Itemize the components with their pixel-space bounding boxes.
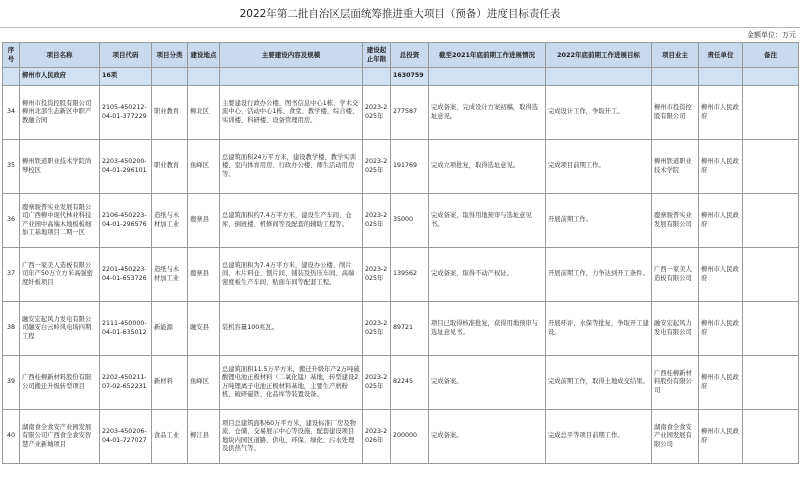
cell-name[interactable]: 广西桂柳新材料股份有限公司搬迁升级转型项目 [20, 356, 100, 410]
header-row [3, 43, 799, 68]
header-name[interactable]: 项目名称 [20, 43, 100, 68]
cell-progress[interactable]: 完成备案，取得不动产权证。 [429, 248, 546, 302]
cell-years[interactable]: 2023-2026年 [363, 410, 391, 464]
cell-content[interactable]: 装机容量100兆瓦。 [220, 302, 363, 356]
cell-no[interactable]: 35 [3, 140, 20, 194]
cell-owner[interactable]: 湖南食全食安产业园发展有限公司 [652, 410, 699, 464]
cell-progress[interactable]: 完成备案，完成设计方案初稿，取得选址意见。 [429, 86, 546, 140]
cell-invest[interactable]: 200000 [391, 410, 429, 464]
cell-category[interactable]: 食品工业 [152, 410, 188, 464]
header-target[interactable]: 2022年底前期工作进展目标 [546, 43, 652, 68]
header-progress[interactable]: 截至2021年底前期工作进展情况 [429, 43, 546, 68]
cell-progress[interactable]: 项目已取得核准批复，获得用地预审与选址意见书。 [429, 302, 546, 356]
cell-note[interactable] [743, 302, 799, 356]
cell-content[interactable]: 总建筑面积约7.4万平方米，建设生产车间、仓库、倒班楼、机修间等及配套的辅助工程等。 [220, 194, 363, 248]
cell-owner[interactable]: 鹿寨骏普实业发展有限公司 [652, 194, 699, 248]
cell-target[interactable]: 开展环评、水保等批复，争取开工建设。 [546, 302, 652, 356]
cell-name[interactable]: 鹿寨骏普实业发展有限公司广西柳中现代林业科技产业园中高端木地板板细加工基地项目二期一区 [20, 194, 100, 248]
header-years[interactable]: 建设起止年限 [363, 43, 391, 68]
cell-progress[interactable]: 完成备案，取得用地预审与选址意见书。 [429, 194, 546, 248]
cell-no[interactable]: 34 [3, 86, 20, 140]
cell-resp[interactable]: 柳州市人民政府 [699, 140, 743, 194]
summary-row [3, 68, 799, 86]
summary-count[interactable]: 16项 [100, 68, 152, 86]
cell-note[interactable] [743, 410, 799, 464]
cell-code[interactable]: 2203-450200-04-01-296101 [100, 140, 152, 194]
cell-progress[interactable]: 完成备案。 [429, 410, 546, 464]
cell-category[interactable]: 新能源 [152, 302, 188, 356]
cell-category[interactable]: 职业教育 [152, 86, 188, 140]
cell-code[interactable]: 2203-450206-04-01-727027 [100, 410, 152, 464]
table-row [3, 248, 799, 302]
cell-invest[interactable]: 277587 [391, 86, 429, 140]
header-invest[interactable]: 总投资 [391, 43, 429, 68]
cell-note[interactable] [743, 140, 799, 194]
cell-resp[interactable]: 柳州市人民政府 [699, 248, 743, 302]
header-note[interactable]: 备注 [743, 43, 799, 68]
cell-invest[interactable]: 82245 [391, 356, 429, 410]
cell-owner[interactable]: 广西一家美人造板有限公司 [652, 248, 699, 302]
cell-target[interactable]: 开展前期工作，力争达到开工条件。 [546, 248, 652, 302]
cell-owner[interactable]: 融安宏起风力发电有限公司 [652, 302, 699, 356]
summary-name[interactable]: 柳州市人民政府 [20, 68, 100, 86]
cell-no[interactable]: 39 [3, 356, 20, 410]
cell-content[interactable]: 总建筑面积为7.4万平方米，建设办公楼、削片间、木片料仓、刨片间、铺装及热压车间、高端密度板生产车间、贴面车间等配套工程。 [220, 248, 363, 302]
cell-category[interactable]: 造纸与木材加工业 [152, 194, 188, 248]
cell-code[interactable]: 2106-450223-04-01-296576 [100, 194, 152, 248]
table-row [3, 302, 799, 356]
header-category[interactable]: 项目分类 [152, 43, 188, 68]
header-no[interactable]: 序号 [3, 43, 20, 68]
header-resp[interactable]: 责任单位 [699, 43, 743, 68]
cell-years[interactable]: 2023-2025年 [363, 302, 391, 356]
table-row [3, 194, 799, 248]
cell-category[interactable]: 造纸与木材加工业 [152, 248, 188, 302]
header-location[interactable]: 建设地点 [188, 43, 220, 68]
cell-target[interactable]: 完成总平等项目前期工作。 [546, 410, 652, 464]
cell-owner[interactable]: 柳州市投资控股有限公司 [652, 86, 699, 140]
cell-resp[interactable]: 柳州市人民政府 [699, 356, 743, 410]
cell-name[interactable]: 柳州市投资控股有限公司柳州北部生态新区中职产教融合园 [20, 86, 100, 140]
cell-location[interactable]: 鱼峰区 [188, 140, 220, 194]
cell-no[interactable]: 38 [3, 302, 20, 356]
cell-code[interactable]: 2111-450000-04-01-635012 [100, 302, 152, 356]
cell-resp[interactable]: 柳州市人民政府 [699, 86, 743, 140]
cell-note[interactable] [743, 356, 799, 410]
cell-resp[interactable]: 柳州市人民政府 [699, 194, 743, 248]
cell-location[interactable]: 鱼峰区 [188, 356, 220, 410]
header-code[interactable]: 项目代码 [100, 43, 152, 68]
cell-resp[interactable]: 柳州市人民政府 [699, 302, 743, 356]
cell-no[interactable]: 37 [3, 248, 20, 302]
cell-content[interactable]: 总建筑面积24万平方米，建设教学楼、教学实训楼、室内体育用房、行政办公楼、师生活动用房等。 [220, 140, 363, 194]
cell-owner[interactable]: 广西桂柳新材料股份有限公司 [652, 356, 699, 410]
cell-note[interactable] [743, 86, 799, 140]
cell-invest[interactable]: 89721 [391, 302, 429, 356]
cell-location[interactable]: 柳北区 [188, 86, 220, 140]
cell-target[interactable]: 开展前期工作。 [546, 194, 652, 248]
cell-code[interactable]: 2202-450211-07-02-652231 [100, 356, 152, 410]
cell-progress[interactable]: 完成立项批复，取得选址意见。 [429, 140, 546, 194]
header-content[interactable]: 主要建设内容及规模 [220, 43, 363, 68]
cell-progress[interactable]: 完成备案。 [429, 356, 546, 410]
cell-name[interactable]: 融安宏起风力发电有限公司融安白云岭风电场四期工程 [20, 302, 100, 356]
cell-location[interactable]: 鹿寨县 [188, 194, 220, 248]
cell-note[interactable] [743, 248, 799, 302]
cell-years[interactable]: 2023-2025年 [363, 140, 391, 194]
cell-content[interactable]: 总建筑面积11.5万平方米，搬迁升级年产2万吨硫酸锂电池正极材料（二氧化锰）基地，转型建设2万吨锂离子电池正极材料基地，主要生产磨粉机、破碎磁铁、化品库等装置设备。 [220, 356, 363, 410]
table-row [3, 356, 799, 410]
cell-target[interactable]: 完成前期工作，取得土地成交结果。 [546, 356, 652, 410]
cell-years[interactable]: 2023-2025年 [363, 248, 391, 302]
cell-location[interactable]: 融安县 [188, 302, 220, 356]
cell-content[interactable]: 主要建设行政办公楼、图书信息中心1栋、学术交流中心、活动中心1栋、食堂、教学楼、综合楼、实训楼、科研楼、设备管理用房。 [220, 86, 363, 140]
cell-content[interactable]: 项目总建筑面积60万平方米，建设标准厂房及物流、仓储、交易展示中心等设施，配套建设项目地块内园区道路、供电、环保、绿化、污水处理及供热气等。 [220, 410, 363, 464]
table-row [3, 410, 799, 464]
cell-name[interactable]: 柳州铁道职业技术学院尚琴校区 [20, 140, 100, 194]
table-row [3, 140, 799, 194]
cell-target[interactable]: 完成项目前期工作。 [546, 140, 652, 194]
cell-location[interactable]: 鹿寨县 [188, 248, 220, 302]
cell-no[interactable]: 36 [3, 194, 20, 248]
cell-note[interactable] [743, 194, 799, 248]
table-row [3, 86, 799, 140]
project-table [2, 42, 799, 464]
cell-invest[interactable]: 191769 [391, 140, 429, 194]
sheet-title: 2022年第二批自治区层面统筹推进重大项目（预备）进度目标责任表 [0, 0, 800, 28]
cell-years[interactable]: 2023-2025年 [363, 194, 391, 248]
cell-code[interactable]: 2105-450212-04-01-377229 [100, 86, 152, 140]
cell-years[interactable]: 2023-2025年 [363, 86, 391, 140]
header-owner[interactable]: 项目业主 [652, 43, 699, 68]
cell-no[interactable]: 40 [3, 410, 20, 464]
cell-code[interactable]: 2201-450223-04-01-653726 [100, 248, 152, 302]
cell-invest[interactable]: 139562 [391, 248, 429, 302]
cell-location[interactable]: 柳江县 [188, 410, 220, 464]
cell-years[interactable]: 2023-2025年 [363, 356, 391, 410]
cell-category[interactable]: 新材料 [152, 356, 188, 410]
cell-invest[interactable]: 35000 [391, 194, 429, 248]
cell-name[interactable]: 湖南食全食安产业园发展有限公司广西食全食安智慧产业新城项目 [20, 410, 100, 464]
cell-target[interactable]: 完成设计工作，争取开工。 [546, 86, 652, 140]
unit-label: 金额单位：万元 [747, 31, 796, 39]
cell-name[interactable]: 广西一家美人造板有限公司年产50万立方米高强密度纤板项目 [20, 248, 100, 302]
cell-category[interactable]: 职业教育 [152, 140, 188, 194]
cell-resp[interactable]: 柳州市人民政府 [699, 410, 743, 464]
summary-total[interactable]: 1630759 [391, 68, 429, 86]
cell-owner[interactable]: 柳州铁道职业技术学院 [652, 140, 699, 194]
